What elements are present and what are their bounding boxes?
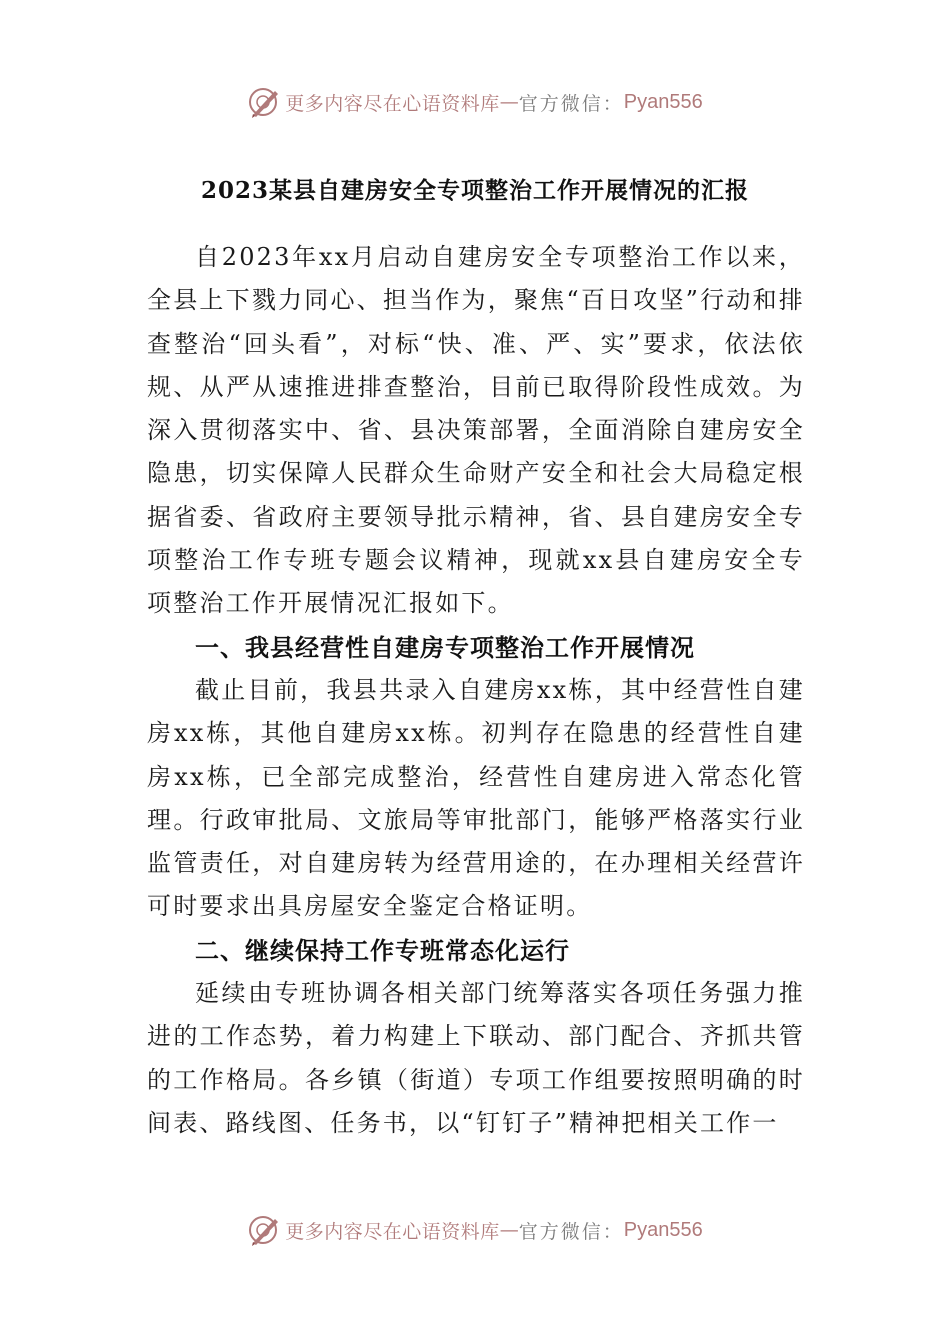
section-1-heading: 一、我县经营性自建房专项整治工作开展情况: [195, 632, 695, 662]
watermark-separator: —: [499, 91, 519, 113]
watermark-wechat-id: Pyan556: [623, 1218, 703, 1241]
pen-logo-icon: [247, 85, 281, 119]
watermark-wechat-id: Pyan556: [623, 90, 703, 113]
document-title: 2023某县自建房安全专项整治工作开展情况的汇报: [200, 177, 749, 204]
intro-paragraph: 自2023年xx月启动自建房安全专项整治工作以来，全县上下戮力同心、担当作为，聚焦“百日攻坚”行动和排查整治“回头看”，对标“快、准、严、实”要求，依法依规、从严从速推进排查整治，目前已取得阶段性成效。为深入贯彻落实中、省、县决策部署，全面消除自建房安全隐患，切实保障人民群众生命财产安全和社会大局稳定根据省委、省政府主要领导批示精神，省、县自建房安全专项整治工作专班专题会议精神，现就xx县自建房安全专项整治工作开展情况汇报如下。: [147, 243, 805, 618]
watermark-separator: —: [499, 1219, 519, 1241]
header-watermark: [0, 82, 950, 122]
watermark-label: 官方微信：: [518, 1220, 624, 1243]
section-1-paragraph: 截止目前，我县共录入自建房xx栋，其中经营性自建房xx栋，其他自建房xx栋。初判存在隐患的经营性自建房xx栋，已全部完成整治，经营性自建房进入常态化管理。行政审批局、文旅局等审批部门，能够严格落实行业监管责任，对自建房转为经营用途的，在办理相关经营许可时要求出具房屋安全鉴定合格证明。: [147, 675, 805, 921]
watermark-site-text: 更多内容尽在心语资料库: [285, 1220, 500, 1243]
document-body: [147, 236, 805, 1145]
section-2-heading: 二、继续保持工作专班常态化运行: [195, 935, 570, 965]
footer-watermark: [0, 1210, 950, 1250]
pen-logo-icon: [247, 1213, 281, 1247]
watermark-label: 官方微信：: [518, 92, 624, 115]
section-2-paragraph: 延续由专班协调各相关部门统筹落实各项任务强力推进的工作态势，着力构建上下联动、部门配合、齐抓共管的工作格局。各乡镇（街道）专项工作组要按照明确的时间表、路线图、任务书，以“钉钉子”精神把相关工作一: [147, 979, 805, 1137]
watermark-site-text: 更多内容尽在心语资料库: [285, 92, 500, 115]
